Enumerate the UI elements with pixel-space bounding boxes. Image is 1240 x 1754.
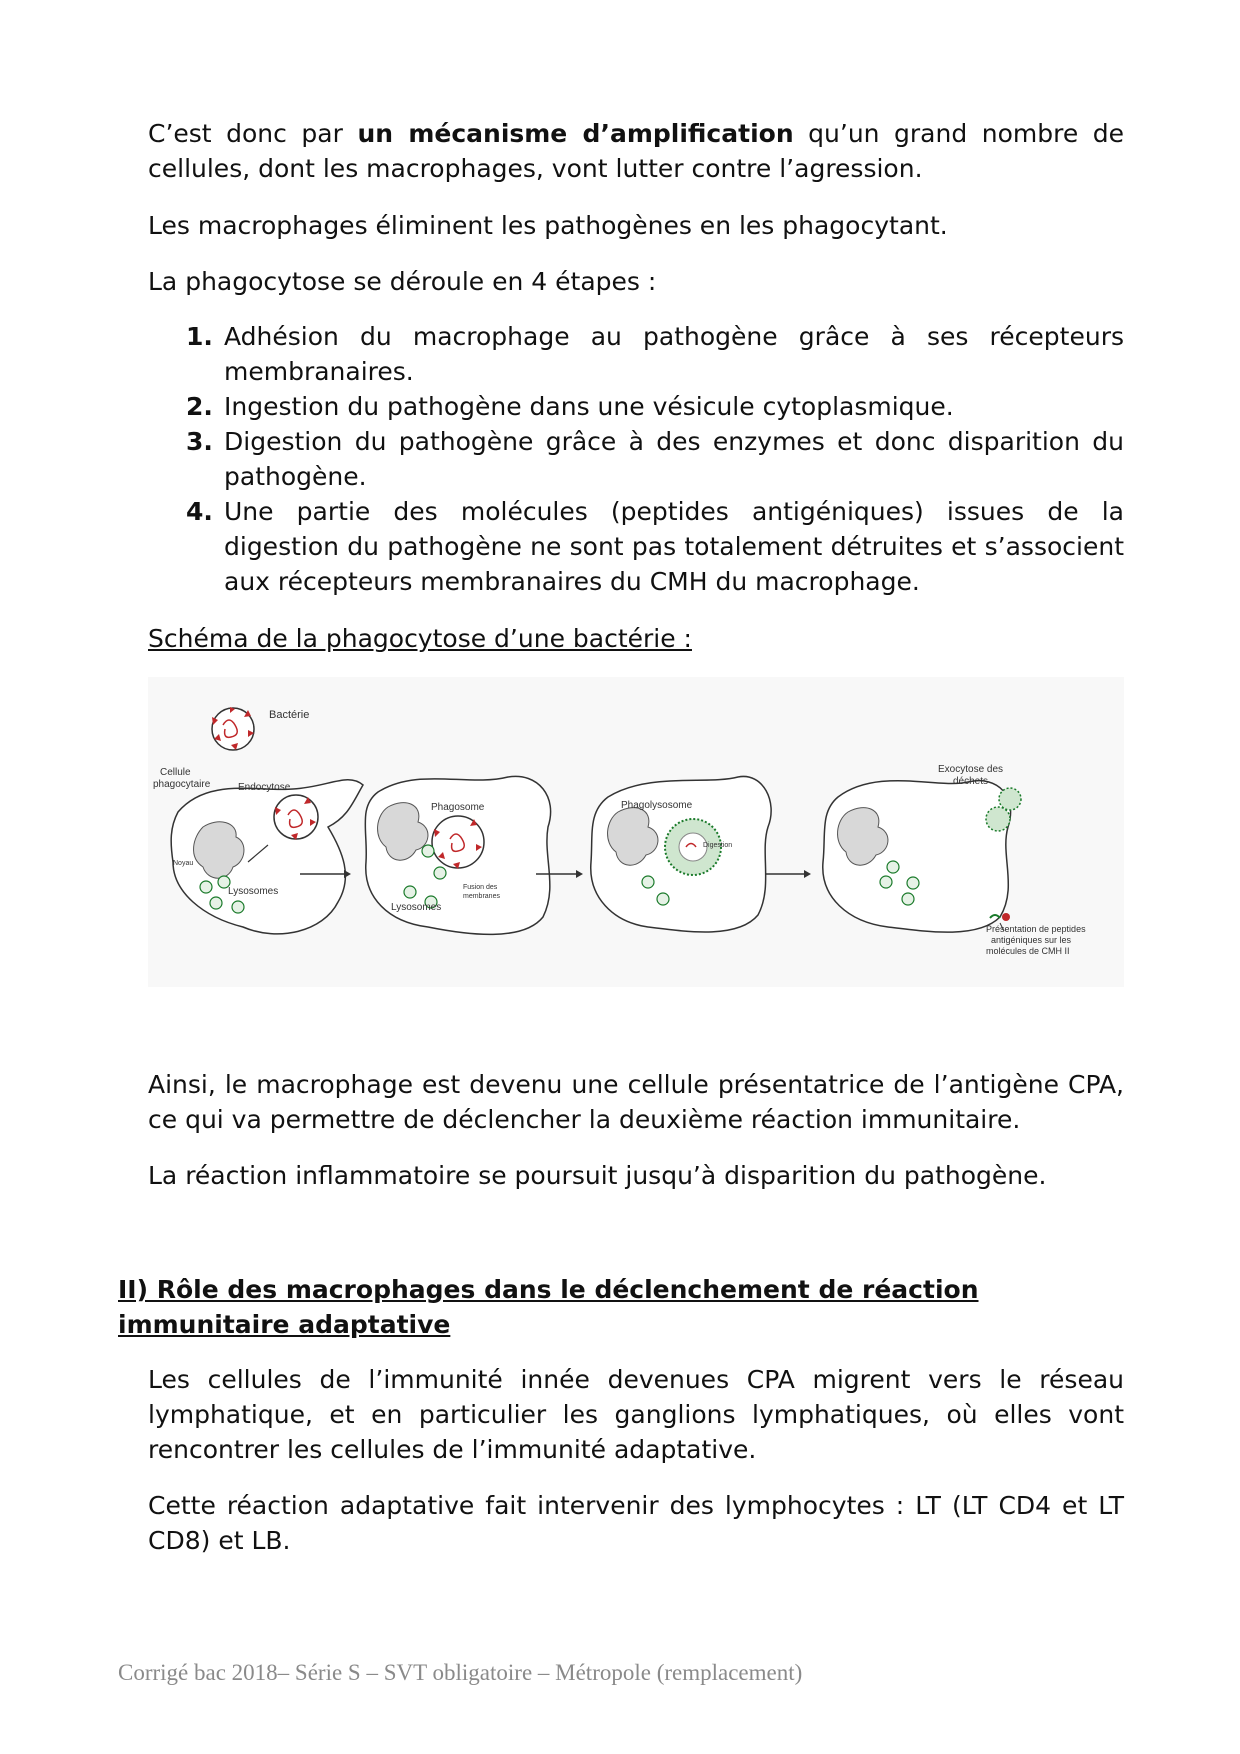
p1-post: qu’un grand nombre de cellules, dont les macrophages, vont lutter contre l’agression.: [148, 119, 1124, 183]
paragraph-phagocytose-intro: Les macrophages éliminent les pathogènes en les phagocytant.: [148, 211, 948, 240]
p1-pre: C’est donc par: [148, 119, 358, 148]
step-text: Adhésion du macrophage au pathogène grâce à ses récepteurs membranaires.: [224, 322, 1124, 386]
label-lysosomes-1: Lysosomes: [228, 886, 279, 897]
phagocyte-cell-4: [823, 781, 1021, 932]
label-cellule: Cellule phagocytaire: [153, 767, 211, 790]
paragraph-migration: Les cellules de l’immunité innée devenues CPA migrent vers le réseau lymphatique, et en particulier les ganglions lymphatiques, où elles vont rencontrer les cellules de l’immunité adaptative.: [148, 1365, 1124, 1464]
paragraph-cpa: Ainsi, le macrophage est devenu une cellule présentatrice de l’antigène CPA, ce qui va permettre de déclencher la deuxième réaction immunitaire.: [148, 1070, 1124, 1134]
paragraph-amplification: [148, 116, 1124, 186]
label-lysosomes-2: Lysosomes: [391, 902, 442, 913]
step-number: 4.: [186, 497, 213, 526]
schema-title: Schéma de la phagocytose d’une bactérie :: [148, 624, 692, 653]
step-text: Digestion du pathogène grâce à des enzymes et donc disparition du pathogène.: [224, 427, 1124, 491]
list-item: [148, 319, 1124, 389]
section-heading-ii: II) Rôle des macrophages dans le déclenchement de réaction immunitaire adaptative: [118, 1275, 979, 1339]
step-number: 3.: [186, 427, 213, 456]
label-phagolysosome: Phagolysosome: [621, 800, 693, 811]
step-number: 2.: [186, 392, 213, 421]
label-noyau: Noyau: [173, 860, 194, 867]
list-item: [148, 424, 1124, 494]
free-bacterium: [212, 707, 254, 750]
p1-bold: un mécanisme d’amplification: [357, 119, 794, 148]
label-digestion: Digestion: [703, 842, 733, 849]
paragraph-lymphocytes: Cette réaction adaptative fait intervenir des lymphocytes : LT (LT CD4 et LT CD8) et LB.: [148, 1491, 1124, 1555]
list-item: [148, 389, 1124, 424]
phagocytosis-diagram: [148, 677, 1124, 987]
step-text: Ingestion du pathogène dans une vésicule cytoplasmique.: [224, 392, 954, 421]
label-exocytose: Exocytose des déchets: [938, 764, 1004, 787]
page-footer: Corrigé bac 2018– Série S – SVT obligatoire – Métropole (remplacement): [118, 1660, 803, 1685]
list-item: [148, 494, 1124, 599]
label-bacterie: Bactérie: [269, 709, 310, 721]
label-fusion: Fusion des membranes: [463, 884, 500, 900]
label-phagosome: Phagosome: [431, 802, 485, 813]
label-endocytose: Endocytose: [238, 782, 291, 793]
step-number: 1.: [186, 322, 213, 351]
step-text: Une partie des molécules (peptides antigéniques) issues de la digestion du pathogène ne sont pas totalement détruites et s’associent aux récepteurs membranaires du CMH du macrophage.: [224, 497, 1124, 596]
paragraph-inflammation: La réaction inflammatoire se poursuit jusqu’à disparition du pathogène.: [148, 1161, 1047, 1190]
paragraph-steps-intro: La phagocytose se déroule en 4 étapes :: [148, 267, 657, 296]
label-presentation: Présentation de peptides antigéniques sur les molécules de CMH II: [986, 924, 1086, 956]
